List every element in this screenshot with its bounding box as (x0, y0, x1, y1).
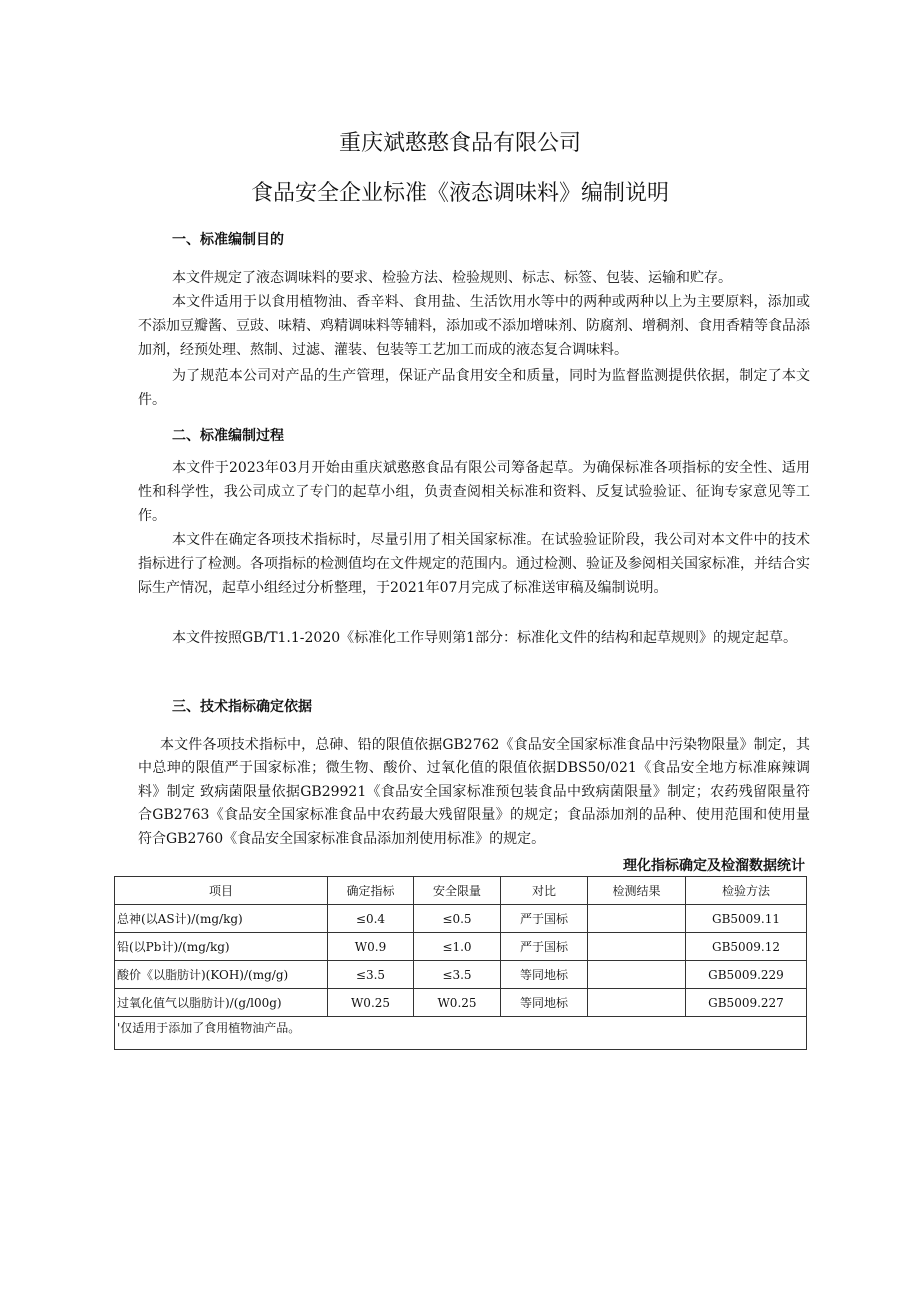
table-cell: 酸价《以脂肪计)(KOH)/(mg/g) (115, 961, 328, 989)
paragraph: 本文件按照GB/T1.1-2020《标准化工作导则第1部分：标准化文件的结构和起草规则》的规定起草。 (172, 630, 798, 646)
table-header-row (115, 877, 807, 905)
table-cell: ≤1.0 (414, 933, 501, 961)
paragraph: 为了规范本公司对产品的生产管理，保证产品食用安全和质量，同时为监督监测提供依据，制定了本文件。 (138, 368, 810, 409)
table-cell: GB5009.12 (686, 933, 807, 961)
table-cell: GB5009.227 (686, 989, 807, 1017)
section-heading-process: 二、标准编制过程 (172, 428, 284, 444)
indicator-table (114, 876, 807, 1050)
table-cell: 总神(以AS计)/(mg/kg) (115, 905, 328, 933)
table-row (115, 905, 807, 933)
table-cell: 等同地标 (501, 989, 588, 1017)
table-cell (588, 961, 686, 989)
table-header-cell: 安全限量 (414, 877, 501, 905)
table-cell: W0.25 (328, 989, 414, 1017)
table-cell: ≤3.5 (328, 961, 414, 989)
paragraph: 本文件规定了液态调味料的要求、检验方法、检验规则、标志、标签、包装、运输和贮存。 (172, 270, 732, 286)
paragraph: 本文件适用于以食用植物油、香辛料、食用盐、生活饮用水等中的两种或两种以上为主要原料，添加或不添加豆瓣酱、豆豉、味精、鸡精调味料等辅料，添加或不添加增味剂、防腐剂、增稠剂、食用香精等食品添加剂，经预处理、熬制、过滤、灌装、包装等工艺加工而成的液态复合调味料。 (138, 294, 810, 359)
table-note-row (115, 1017, 807, 1050)
table-cell: GB5009.229 (686, 961, 807, 989)
table-cell: ≤0.5 (414, 905, 501, 933)
company-title: 重庆斌憨憨食品有限公司 (338, 131, 581, 156)
table-header-cell: 确定指标 (328, 877, 414, 905)
paragraph: 本文件于2023年03月开始由重庆斌憨憨食品有限公司筹备起草。为确保标准各项指标的安全性、适用性和科学性，我公司成立了专门的起草小组，负责查阅相关标准和资料、反复试验验证、征询专家意见等工作。 (138, 460, 810, 525)
table-row (115, 989, 807, 1017)
table-header-cell: 检测结果 (588, 877, 686, 905)
table-cell: W0.9 (328, 933, 414, 961)
table-cell: ≤3.5 (414, 961, 501, 989)
table-cell: 铅(以Pb计)/(mg/kg) (115, 933, 328, 961)
table-cell: 等同地标 (501, 961, 588, 989)
table-cell: 过氧化值气以脂肪计)/(g/l00g) (115, 989, 328, 1017)
table-header-cell: 对比 (501, 877, 588, 905)
table-cell (588, 989, 686, 1017)
section-heading-basis: 三、技术指标确定依据 (172, 699, 312, 715)
table-caption: 理化指标确定及检溜数据统计 (623, 858, 805, 874)
table-cell: 严于国标 (501, 905, 588, 933)
table-cell: GB5009.11 (686, 905, 807, 933)
table-cell: 严于国标 (501, 933, 588, 961)
table-cell: W0.25 (414, 989, 501, 1017)
table-cell: ≤0.4 (328, 905, 414, 933)
table-header-cell: 检验方法 (686, 877, 807, 905)
table-header-cell: 项目 (115, 877, 328, 905)
paragraph: 本文件在确定各项技术指标时，尽量引用了相关国家标准。在试验验证阶段，我公司对本文件中的技术指标进行了检测。各项指标的检测值均在文件规定的范围内。通过检测、验证及参阅相关国家标准，并结合实际生产情况，起草小组经过分析整理，于2021年07月完成了标准送审稿及编制说明。 (138, 532, 810, 597)
table-note: '仅适用于添加了食用植物油产品。 (115, 1017, 807, 1050)
paragraph: 本文件各项技术指标中，总砷、铅的限值依据GB2762《食品安全国家标准食品中污染物限量》制定，其中总珅的限值严于国家标准；微生物、酸价、过氧化值的限值依据DBS50/021《食品安全地方标准麻辣调料》制定 致病菌限量依据GB29921《食品安全国家标准预包装食品中致病菌限量》制定；农药残留限量符合GB2763《食品安全国家标准食品中农药最大残留限量》的规定；食品添加剂的品种、使用范围和使用量符合GB2760《食品安全国家标准食品添加剂使用标准》的规定。 (138, 737, 810, 847)
table-row (115, 933, 807, 961)
table-row (115, 961, 807, 989)
table-cell (588, 933, 686, 961)
section-heading-purpose: 一、标准编制目的 (172, 232, 284, 248)
document-title: 食品安全企业标准《液态调味料》编制说明 (250, 181, 669, 206)
table-cell (588, 905, 686, 933)
